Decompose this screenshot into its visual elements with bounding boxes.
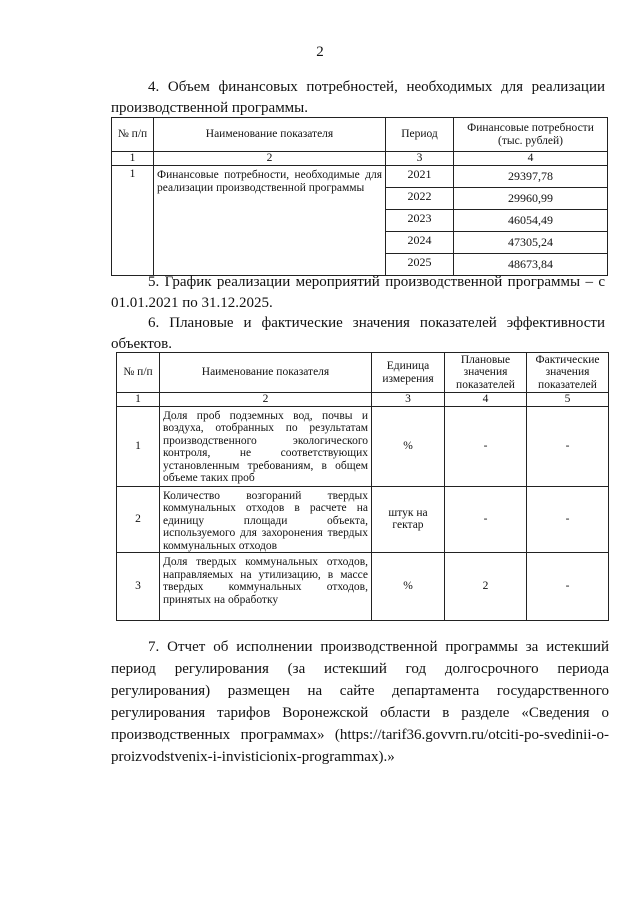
period-amount: 48673,84 bbox=[454, 254, 608, 276]
row-fact: - bbox=[527, 406, 609, 486]
row-name: Финансовые потребности, необходимые для реализации производственной программы bbox=[154, 166, 386, 276]
column-numbers-row bbox=[117, 393, 609, 407]
row-unit: штук на гектар bbox=[372, 486, 445, 553]
row-fact: - bbox=[527, 486, 609, 553]
row-unit: % bbox=[372, 553, 445, 621]
period-amount: 46054,49 bbox=[454, 210, 608, 232]
period-year: 2025 bbox=[386, 254, 454, 276]
header-period: Период bbox=[386, 118, 454, 152]
row-num: 1 bbox=[112, 166, 154, 276]
column-numbers-row bbox=[112, 152, 608, 166]
table-row bbox=[112, 166, 608, 188]
period-amount: 29397,78 bbox=[454, 166, 608, 188]
table-row bbox=[117, 486, 609, 553]
col-number: 4 bbox=[445, 393, 527, 407]
col-number: 3 bbox=[372, 393, 445, 407]
row-num: 2 bbox=[117, 486, 160, 553]
section-6-heading: 6. Плановые и фактические значения показателей эффективности объектов. bbox=[111, 315, 605, 352]
section-7-text: 7. Отчет об исполнении производственной программы за истекший период регулирования (за истекший год долгосрочного периода регулирования) размещен на сайте департамента государственного регулирования тарифов Воронежской области в разделе «Сведения о производственных программах» (https://tarif36.govvrn.ru/otciti-po-svedinii-o-proizvodstvenix-i-invisticionix-programmax).» bbox=[111, 639, 609, 765]
efficiency-indicators-table bbox=[116, 352, 609, 621]
col-number: 4 bbox=[454, 152, 608, 166]
col-number: 2 bbox=[154, 152, 386, 166]
col-number: 1 bbox=[112, 152, 154, 166]
row-name: Количество возгораний твердых коммунальных отходов в расчете на единицу площади объекта, используемого для захоронения твердых коммунальных отходов bbox=[160, 486, 372, 553]
col-number: 5 bbox=[527, 393, 609, 407]
period-year: 2023 bbox=[386, 210, 454, 232]
row-plan: 2 bbox=[445, 553, 527, 621]
col-number: 2 bbox=[160, 393, 372, 407]
row-plan: - bbox=[445, 486, 527, 553]
section-5-text: 5. График реализации мероприятий производственной программы – с 01.01.2021 по 31.12.2025. bbox=[111, 274, 605, 311]
period-amount: 47305,24 bbox=[454, 232, 608, 254]
header-amount: Финансовые потребности (тыс. рублей) bbox=[454, 118, 608, 152]
row-unit: % bbox=[372, 406, 445, 486]
col-number: 1 bbox=[117, 393, 160, 407]
col-number: 3 bbox=[386, 152, 454, 166]
header-name: Наименование показателя bbox=[160, 353, 372, 393]
header-fact: Фактические значения показателей bbox=[527, 353, 609, 393]
financial-needs-table bbox=[111, 117, 608, 276]
page-number: 2 bbox=[316, 44, 324, 60]
header-unit: Единица измерения bbox=[372, 353, 445, 393]
table-header-row bbox=[117, 353, 609, 393]
header-name: Наименование показателя bbox=[154, 118, 386, 152]
header-num: № п/п bbox=[117, 353, 160, 393]
row-name: Доля твердых коммунальных отходов, направляемых на утилизацию, в массе твердых коммунальных отходов, принятых на обработку bbox=[160, 553, 372, 621]
row-plan: - bbox=[445, 406, 527, 486]
period-year: 2021 bbox=[386, 166, 454, 188]
period-amount: 29960,99 bbox=[454, 188, 608, 210]
section-4-heading: 4. Объем финансовых потребностей, необходимых для реализации производственной программы. bbox=[111, 79, 605, 116]
row-num: 1 bbox=[117, 406, 160, 486]
row-num: 3 bbox=[117, 553, 160, 621]
table-row bbox=[117, 406, 609, 486]
row-fact: - bbox=[527, 553, 609, 621]
period-year: 2022 bbox=[386, 188, 454, 210]
header-plan: Плановые значения показателей bbox=[445, 353, 527, 393]
header-num: № п/п bbox=[112, 118, 154, 152]
period-year: 2024 bbox=[386, 232, 454, 254]
table-header-row bbox=[112, 118, 608, 152]
row-name: Доля проб подземных вод, почвы и воздуха, отобранных по результатам производственного экологического контроля, не соответствующих установленным требованиям, в общем объеме таких проб bbox=[160, 406, 372, 486]
table-row bbox=[117, 553, 609, 621]
